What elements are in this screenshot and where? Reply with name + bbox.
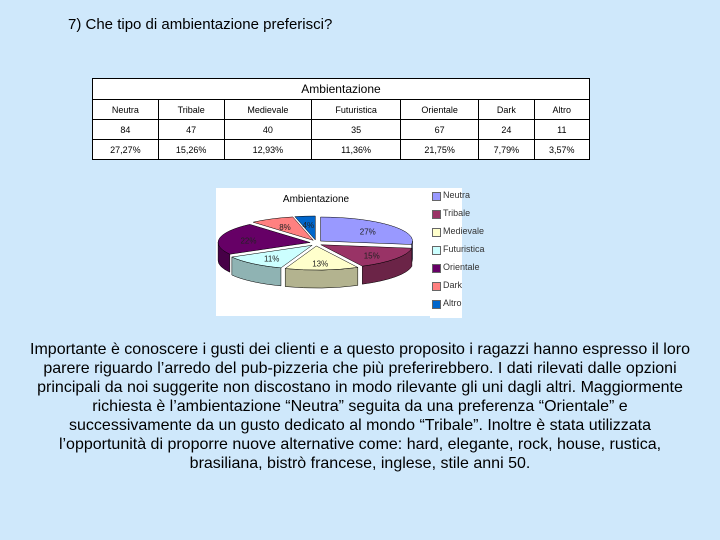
legend-label: Futuristica	[443, 244, 485, 254]
pie-slice-side	[285, 267, 358, 288]
table-percent-cell: 11,36%	[312, 140, 401, 160]
legend-item	[432, 208, 502, 220]
table-header-row	[93, 100, 590, 120]
legend-swatch	[432, 264, 441, 273]
table-header-cell: Altro	[534, 100, 589, 120]
table-count-cell: 40	[224, 120, 312, 140]
table-percent-cell: 27,27%	[93, 140, 159, 160]
legend-item	[432, 280, 502, 292]
legend-swatch	[432, 210, 441, 219]
table-percent-cell: 12,93%	[224, 140, 312, 160]
legend-item	[432, 226, 502, 238]
table-percent-cell: 3,57%	[534, 140, 589, 160]
table-header-cell: Medievale	[224, 100, 312, 120]
legend-label: Neutra	[443, 190, 471, 200]
legend-item	[432, 262, 502, 274]
pie-slice-label: 15%	[363, 251, 380, 261]
data-table	[92, 78, 590, 160]
table-count-cell: 35	[312, 120, 401, 140]
table-header-cell: Futuristica	[312, 100, 401, 120]
legend-label: Dark	[443, 280, 463, 290]
table-count-row	[93, 120, 590, 140]
legend-label: Orientale	[443, 262, 480, 272]
legend-label: Medievale	[443, 226, 485, 236]
legend-swatch	[432, 282, 441, 291]
pie-slice-label: 22%	[240, 236, 257, 246]
pie-slice-label: 13%	[312, 259, 329, 269]
pie-slice-label: 27%	[359, 227, 376, 237]
table-percent-cell: 7,79%	[479, 140, 534, 160]
table-percent-row	[93, 140, 590, 160]
legend-swatch	[432, 246, 441, 255]
pie-slice-label: 11%	[263, 254, 280, 264]
pie-slice-label: 8%	[279, 222, 291, 232]
slide-title: 7) Che tipo di ambientazione preferisci?	[68, 16, 333, 33]
table-caption: Ambientazione	[93, 79, 590, 100]
legend-item	[432, 190, 502, 202]
legend-swatch	[432, 228, 441, 237]
table-header-cell: Neutra	[93, 100, 159, 120]
table-count-cell: 47	[158, 120, 224, 140]
description-paragraph: Importante è conoscere i gusti dei clienti e a questo proposito i ragazzi hanno espresso il loro parere riguardo l’arredo del pub-pizzeria che più preferirebbero. I dati rilevati dalle opzioni principali da noi suggerite non discostano in modo rilevante gli uni dagli altri. Maggiormente richiesta è l’ambientazione “Neutra” seguita da una preferenza “Orientale” e successivamente da un gusto dedicato al mondo “Tribale”. Inoltre è stata utilizzata l’opportunità di proporre nuove alternative come: hard, elegante, rock, house, rustica, brasiliana, bistrò francese, inglese, stile anni 50.	[30, 341, 690, 472]
table-count-cell: 11	[534, 120, 589, 140]
table-header-cell: Dark	[479, 100, 534, 120]
legend-item	[432, 298, 502, 310]
table-header-cell: Tribale	[158, 100, 224, 120]
legend-label: Altro	[443, 298, 462, 308]
legend-swatch	[432, 192, 441, 201]
pie-slice-label: 4%	[302, 220, 315, 230]
table-count-cell: 67	[400, 120, 478, 140]
chart-title: Ambientazione	[282, 194, 350, 205]
legend-label: Tribale	[443, 208, 471, 218]
chart-legend	[430, 188, 485, 318]
legend-item	[432, 244, 502, 256]
table-count-cell: 24	[479, 120, 534, 140]
table-header-cell: Orientale	[400, 100, 478, 120]
pie-chart	[216, 188, 432, 316]
legend-swatch	[432, 300, 441, 309]
pie-chart-area	[216, 188, 432, 316]
table-count-cell: 84	[93, 120, 159, 140]
table-percent-cell: 21,75%	[400, 140, 478, 160]
table-percent-cell: 15,26%	[158, 140, 224, 160]
